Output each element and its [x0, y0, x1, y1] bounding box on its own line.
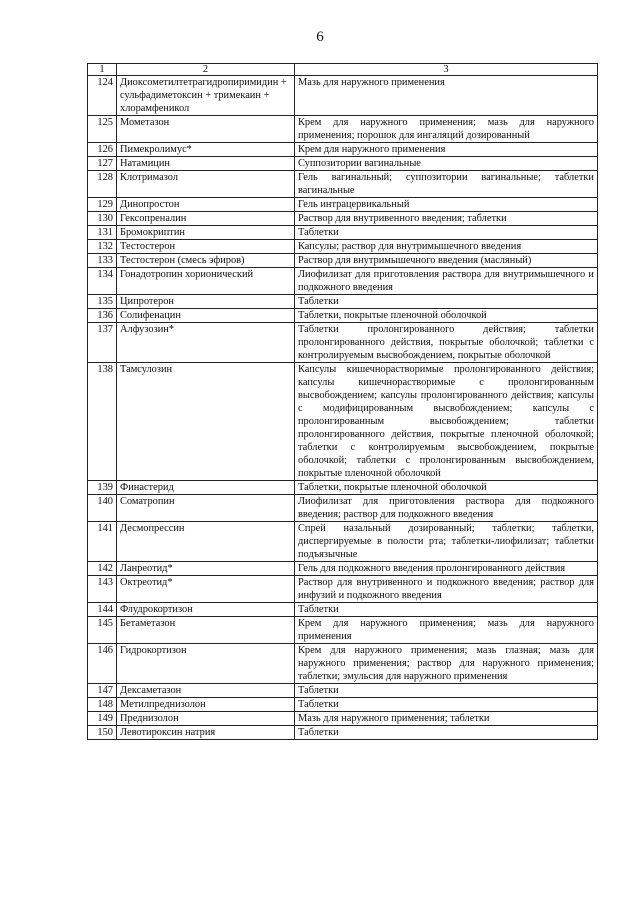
drug-name-cell: Ланреотид* — [117, 562, 295, 576]
row-number-cell: 135 — [88, 295, 117, 309]
table-row — [88, 116, 598, 143]
table-row — [88, 76, 598, 116]
row-number-cell: 138 — [88, 363, 117, 481]
row-number-cell: 147 — [88, 684, 117, 698]
row-number-cell: 145 — [88, 617, 117, 644]
table-row — [88, 698, 598, 712]
dosage-form-cell: Таблетки — [295, 684, 598, 698]
row-number-cell: 128 — [88, 171, 117, 198]
drug-name-cell: Октреотид* — [117, 576, 295, 603]
table-row — [88, 684, 598, 698]
drug-name-cell: Тестостерон — [117, 240, 295, 254]
dosage-form-cell: Гель для подкожного введения пролонгированного действия — [295, 562, 598, 576]
row-number-cell: 149 — [88, 712, 117, 726]
page-number: 6 — [316, 29, 324, 45]
dosage-form-cell: Гель вагинальный; суппозитории вагинальные; таблетки вагинальные — [295, 171, 598, 198]
drug-name-cell: Метилпреднизолон — [117, 698, 295, 712]
table-row — [88, 712, 598, 726]
drug-name-cell: Соматропин — [117, 495, 295, 522]
drug-name-cell: Финастерид — [117, 481, 295, 495]
table-row — [88, 295, 598, 309]
row-number-cell: 134 — [88, 268, 117, 295]
dosage-form-cell: Таблетки — [295, 726, 598, 740]
dosage-form-cell: Мазь для наружного применения — [295, 76, 598, 116]
drug-name-cell: Бетаметазон — [117, 617, 295, 644]
dosage-form-cell: Таблетки — [295, 698, 598, 712]
table-row — [88, 576, 598, 603]
row-number-cell: 132 — [88, 240, 117, 254]
row-number-cell: 144 — [88, 603, 117, 617]
column-header-number: 1 — [88, 64, 117, 76]
row-number-cell: 148 — [88, 698, 117, 712]
dosage-form-cell: Капсулы кишечнорастворимые пролонгированного действия; капсулы кишечнорастворимые с пролонгированным высвобождением; капсулы пролонгированного действия; капсулы с модифицированным высвобождением; капсулы с пролонгированным высвобождением; таблетки пролонгированного действия, покрытые пленочной оболочкой; таблетки с контролируемым высвобождением, покрытые оболочкой; таблетки с пролонгированным высвобождением, покрытые пленочной оболочкой — [295, 363, 598, 481]
row-number-cell: 141 — [88, 522, 117, 562]
table-row — [88, 562, 598, 576]
dosage-form-cell: Лиофилизат для приготовления раствора для внутримышечного и подкожного введения — [295, 268, 598, 295]
drug-name-cell: Динопростон — [117, 198, 295, 212]
table-row — [88, 363, 598, 481]
column-header-form: 3 — [295, 64, 598, 76]
column-header-name: 2 — [117, 64, 295, 76]
dosage-form-cell: Таблетки, покрытые пленочной оболочкой — [295, 309, 598, 323]
table-row — [88, 726, 598, 740]
dosage-form-cell: Таблетки пролонгированного действия; таблетки пролонгированного действия, покрытые оболочкой; таблетки с контролируемым высвобождением, покрытые оболочкой — [295, 323, 598, 363]
dosage-form-cell: Капсулы; раствор для внутримышечного введения — [295, 240, 598, 254]
row-number-cell: 139 — [88, 481, 117, 495]
row-number-cell: 140 — [88, 495, 117, 522]
drug-name-cell: Пимекролимус* — [117, 143, 295, 157]
table-row — [88, 522, 598, 562]
dosage-form-cell: Суппозитории вагинальные — [295, 157, 598, 171]
row-number-cell: 131 — [88, 226, 117, 240]
row-number-cell: 143 — [88, 576, 117, 603]
dosage-form-cell: Гель интрацервикальный — [295, 198, 598, 212]
drug-name-cell: Ципротерон — [117, 295, 295, 309]
row-number-cell: 133 — [88, 254, 117, 268]
drug-name-cell: Преднизолон — [117, 712, 295, 726]
row-number-cell: 125 — [88, 116, 117, 143]
table-row — [88, 323, 598, 363]
table-row — [88, 617, 598, 644]
row-number-cell: 124 — [88, 76, 117, 116]
row-number-cell: 137 — [88, 323, 117, 363]
drug-name-cell: Клотримазол — [117, 171, 295, 198]
medications-table — [87, 63, 598, 740]
dosage-form-cell: Крем для наружного применения; мазь глазная; мазь для наружного применения; раствор для наружного применения; таблетки; эмульсия для наружного применения — [295, 644, 598, 684]
drug-name-cell: Солифенацин — [117, 309, 295, 323]
table-row — [88, 495, 598, 522]
dosage-form-cell: Крем для наружного применения — [295, 143, 598, 157]
table-row — [88, 212, 598, 226]
drug-name-cell: Левотироксин натрия — [117, 726, 295, 740]
row-number-cell: 130 — [88, 212, 117, 226]
table-row — [88, 481, 598, 495]
dosage-form-cell: Таблетки, покрытые пленочной оболочкой — [295, 481, 598, 495]
row-number-cell: 136 — [88, 309, 117, 323]
dosage-form-cell: Спрей назальный дозированный; таблетки; таблетки, диспергируемые в полости рта; таблетки-лиофилизат; таблетки подъязычные — [295, 522, 598, 562]
dosage-form-cell: Раствор для внутривенного и подкожного введения; раствор для инфузий и подкожного введения — [295, 576, 598, 603]
drug-name-cell: Дексаметазон — [117, 684, 295, 698]
drug-name-cell: Тестостерон (смесь эфиров) — [117, 254, 295, 268]
dosage-form-cell: Таблетки — [295, 226, 598, 240]
table-row — [88, 254, 598, 268]
table-row — [88, 644, 598, 684]
table-row — [88, 171, 598, 198]
row-number-cell: 127 — [88, 157, 117, 171]
table-row — [88, 268, 598, 295]
drug-name-cell: Флудрокортизон — [117, 603, 295, 617]
table-row — [88, 157, 598, 171]
row-number-cell: 142 — [88, 562, 117, 576]
table-row — [88, 240, 598, 254]
table-header-row — [88, 64, 598, 76]
dosage-form-cell: Таблетки — [295, 295, 598, 309]
drug-name-cell: Тамсулозин — [117, 363, 295, 481]
row-number-cell: 129 — [88, 198, 117, 212]
drug-name-cell: Гонадотропин хорионический — [117, 268, 295, 295]
dosage-form-cell: Раствор для внутримышечного введения (масляный) — [295, 254, 598, 268]
dosage-form-cell: Раствор для внутривенного введения; таблетки — [295, 212, 598, 226]
table-row — [88, 309, 598, 323]
row-number-cell: 126 — [88, 143, 117, 157]
dosage-form-cell: Крем для наружного применения; мазь для наружного применения; порошок для ингаляций дозированный — [295, 116, 598, 143]
dosage-form-cell: Таблетки — [295, 603, 598, 617]
dosage-form-cell: Лиофилизат для приготовления раствора для подкожного введения; раствор для подкожного введения — [295, 495, 598, 522]
drug-name-cell: Алфузозин* — [117, 323, 295, 363]
drug-name-cell: Мометазон — [117, 116, 295, 143]
table-row — [88, 603, 598, 617]
row-number-cell: 150 — [88, 726, 117, 740]
dosage-form-cell: Крем для наружного применения; мазь для наружного применения — [295, 617, 598, 644]
drug-name-cell: Бромокриптин — [117, 226, 295, 240]
drug-name-cell: Натамицин — [117, 157, 295, 171]
table-row — [88, 198, 598, 212]
row-number-cell: 146 — [88, 644, 117, 684]
drug-name-cell: Гексопреналин — [117, 212, 295, 226]
drug-name-cell: Диоксометилтетрагидропиримидин + сульфадиметоксин + тримекаин + хлорамфеникол — [117, 76, 295, 116]
drug-name-cell: Гидрокортизон — [117, 644, 295, 684]
dosage-form-cell: Мазь для наружного применения; таблетки — [295, 712, 598, 726]
drug-name-cell: Десмопрессин — [117, 522, 295, 562]
table-row — [88, 226, 598, 240]
table-row — [88, 143, 598, 157]
